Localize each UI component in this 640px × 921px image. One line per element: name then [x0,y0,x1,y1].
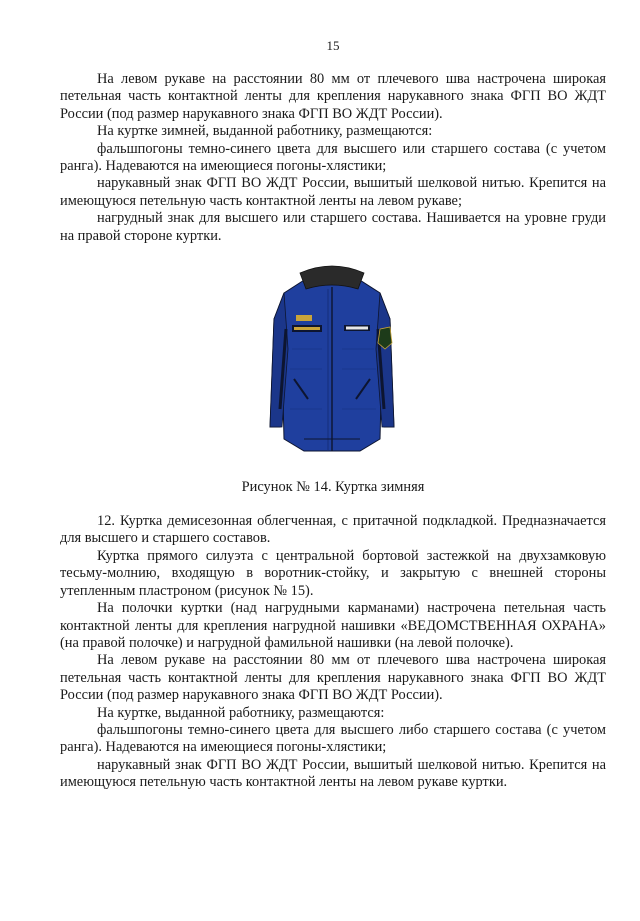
winter-jacket-illustration [262,259,402,471]
paragraph: На полочки куртки (над нагрудными карманами) настрочена петельная часть контактной ленты для крепления нагрудной нашивки «ВЕДОМСТВЕННАЯ ОХРАНА» (на правой полочке) и нагрудной фамильной нашивки (на левой полочке). [60,600,606,651]
figure-caption: Рисунок № 14. Куртка зимняя [241,479,425,496]
paragraph: нарукавный знак ФГП ВО ЖДТ России, вышитый шелковой нитью. Крепится на имеющуюся петельную часть контактной ленты на левом рукаве; [60,175,606,209]
paragraph: фальшпогоны темно-синего цвета для высшего или старшего состава (с учетом ранга). Надеваются на имеющиеся погоны-хлястики; [60,140,606,175]
page-number: 15 [326,38,340,53]
paragraph: На левом рукаве на расстоянии 80 мм от плечевого шва настрочена широкая петельная часть контактной ленты для крепления нарукавного знака ФГП ВО ЖДТ России (под размер нарукавного знака ФГП ВО ЖДТ России). [60,652,606,704]
paragraph: Куртка прямого силуэта с центральной бортовой застежкой на двухзамковую тесьму-молнию, входящую в воротник-стойку, и закрытую с внешней стороны утепленным пластроном (рисунок № 15). [60,547,606,599]
paragraph: нагрудный знак для высшего или старшего состава. Нашивается на уровне груди на правой стороне куртки. [60,210,606,244]
paragraph: фальшпогоны темно-синего цвета для высшего либо старшего состава (с учетом ранга). Надеваются на имеющиеся погоны-хлястики; [60,721,606,756]
paragraph: На куртке, выданной работнику, размещаются: [97,704,385,721]
text-block-top [60,71,606,245]
text-block-bottom [60,513,606,792]
paragraph: нарукавный знак ФГП ВО ЖДТ России, вышитый шелковой нитью. Крепится на имеющуюся петельную часть контактной ленты на левом рукаве куртки. [60,756,606,791]
paragraph: На левом рукаве на расстоянии 80 мм от плечевого шва настрочена широкая петельная часть контактной ленты для крепления нарукавного знака ФГП ВО ЖДТ России (под размер нарукавного знака ФГП ВО ЖДТ России). [60,71,606,122]
figure-winter-jacket [0,259,640,471]
paragraph: На куртке зимней, выданной работнику, размещаются: [97,123,433,140]
chest-badge-left [296,315,312,321]
paragraph: 12. Куртка демисезонная облегченная, с притачной подкладкой. Предназначается для высшего и старшего составов. [60,513,606,547]
